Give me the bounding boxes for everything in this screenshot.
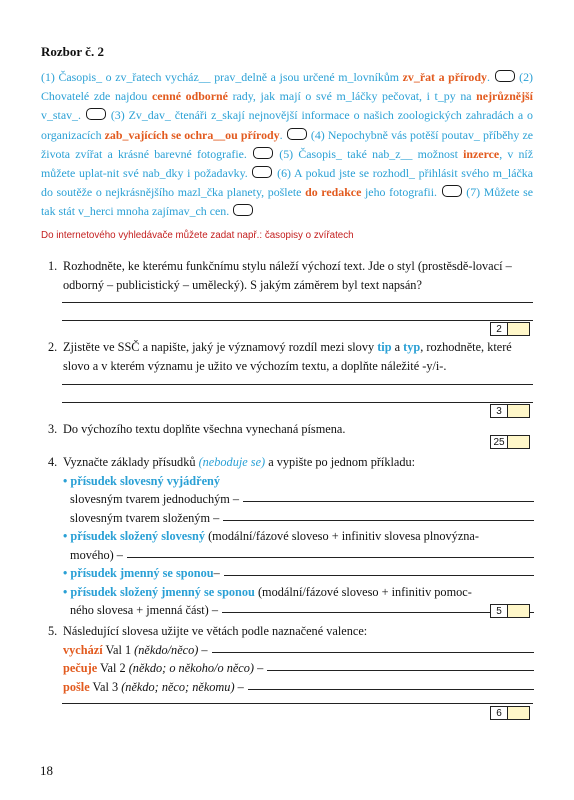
text: Val 2 [97,661,129,675]
task-2 [48,338,534,375]
task-number: 4. [48,455,58,469]
answer-line[interactable] [62,703,533,704]
text: jeho fotografii. [361,185,441,200]
bullet-icon: • [63,529,68,543]
answer-line[interactable] [62,302,533,303]
list-item [63,527,534,546]
valence: (někdo; o někoho/o něco) [128,661,255,675]
note: (neboduje se) [198,455,266,469]
highlight: zab_vajících se ochra__ou přírody [104,127,280,142]
list-item [63,472,534,491]
task-text: Rozhodněte, ke kterému funkčnímu stylu náleží výchozí text. Jde o styl (prostěsdě-lovací – odborný – publicistický – umělecký). S jakým záměrem byl text napsán? [63,259,512,292]
text: Vyznačte základy přísudků [63,455,199,469]
valence: (někdo/něco) [134,642,199,657]
text: – [213,566,220,580]
list-item [70,490,534,509]
list-item [63,641,534,660]
task-text: Do výchozího textu doplňte všechna vynechaná písmena. [63,422,346,436]
task-1 [48,257,534,294]
task-number: 1. [48,259,58,273]
text: slovesným tvarem jednoduchým – [70,492,240,506]
task-4 [48,453,534,620]
answer-line[interactable] [62,384,533,385]
points-field[interactable] [508,435,530,449]
answer-oval-6[interactable] [442,185,462,197]
list-item [63,678,534,697]
answer-line[interactable] [222,601,534,613]
verb: pečuje [63,661,98,675]
item-label: přísudek složený slovesný [70,529,205,543]
points-field[interactable] [508,604,530,618]
text: a vypište po jednom příkladu: [265,455,416,469]
answer-oval-1[interactable] [495,70,515,82]
max-points: 5 [490,604,508,618]
answer-oval-5[interactable] [252,166,272,178]
text: v_stav_. [41,108,85,123]
item-label: přísudek slovesný vyjádřený [70,473,221,488]
text: Zjistěte ve SSČ a napište, jaký je významový rozdíl mezi slovy [63,340,378,354]
highlight: do redakce [305,185,362,200]
score-box [490,604,530,618]
max-points: 6 [490,706,508,720]
list-item [70,601,534,620]
text: , rozhodněte, které slovo a v kterém významu je užito ve výchozím textu, a doplňte náležité -y/i-. [63,340,512,373]
highlight: inzerce [463,146,500,161]
list-item [63,659,534,678]
text: , v níž můžete uplat-nit své nab_dky i požadavky. [41,146,534,181]
max-points: 2 [490,322,508,336]
answer-line[interactable] [267,659,534,671]
text: (modální/fázové sloveso + infinitiv pomoc- [254,584,472,599]
text: – [198,642,208,657]
list-item [70,509,534,528]
verb: vychází [63,642,103,657]
sentence-2: (2) Chovatelé zde najdou [41,70,534,104]
answer-oval-3[interactable] [287,128,307,140]
text: a [391,340,404,354]
highlight: zv_řat a přírody [402,70,487,84]
answer-line[interactable] [127,546,534,558]
text: mového) – [70,547,123,562]
answer-oval-7[interactable] [233,204,253,216]
answer-line[interactable] [62,320,533,321]
bullet-icon: • [63,584,68,599]
punct: . [279,127,286,142]
text: – [254,661,264,675]
search-tip: Do internetového vyhledávače můžete zadat např.: časopisy o zvířatech [41,230,354,241]
sentence-7: (7) Můžete se tak stát v_herci mnoha zajímav_ch cen. [41,185,533,219]
page-number: 18 [40,763,53,778]
points-field[interactable] [508,706,530,720]
task-text: Následující slovesa užijte ve větách podle naznačené valence: [63,624,368,638]
bullet-icon: • [63,473,68,488]
keyword: tip [377,340,392,354]
sentence-3: (3) Zv_dav_ čtenáři z_skají nejnovější informace o našich zoologických zahradách a o organizacích [41,108,533,142]
punct: . [486,70,494,84]
answer-line[interactable] [248,678,534,690]
highlight: cenné odborné [151,89,228,104]
text: ného slovesa + jmenná část) – [70,603,218,617]
task-5 [48,622,534,696]
answer-line[interactable] [224,564,534,576]
task-3 [48,420,534,439]
item-label: přísudek jmenný se sponou [70,566,214,580]
sentence-4: (4) Nepochybně vás potěší poutav_ příběhy ze života zvířat a krásné barevné fotografie. [41,127,534,161]
score-box [490,706,530,720]
max-points: 25 [490,435,508,449]
text: slovesným tvarem složeným – [70,510,220,525]
source-text [41,68,533,222]
task-number: 5. [48,624,58,638]
task-text [63,453,534,472]
task-text [63,338,534,375]
answer-line[interactable] [212,641,534,653]
answer-line[interactable] [223,509,534,521]
text: Val 1 [102,642,135,657]
sentence-6: (6) A pokud jste se rozhodl_ přihlásit svého m_láčka do soutěže o nejkrásnějšího mazl_čka planety, pošlete [41,166,533,200]
task-number: 3. [48,422,58,436]
text: Val 3 [89,679,122,694]
answer-line[interactable] [243,490,534,502]
sentence-5: (5) Časopis_ také nab_z__ možnost [274,146,464,161]
points-field[interactable] [508,322,530,336]
task-number: 2. [48,340,58,354]
list-item [63,564,534,583]
bullet-icon: • [63,566,68,580]
highlight: nejrůznější [476,89,533,104]
text: rady, jak mají o své m_láčky pečovat, i t_py na [227,89,477,104]
text: (modální/fázové sloveso + infinitiv slovesa plnovýzna- [205,529,479,543]
item-label: přísudek složený jmenný se sponou [70,584,255,599]
verb: pošle [63,679,90,694]
valence: (někdo; něco; někomu) [121,679,235,694]
answer-oval-4[interactable] [253,147,273,159]
list-item [70,546,534,565]
score-box [490,404,530,418]
points-field[interactable] [508,404,530,418]
section-heading: Rozbor č. 2 [41,44,104,59]
score-box [490,435,530,449]
sentence-1: (1) Časopis_ o zv_řatech vycház__ prav_delně a jsou určené m_lovníkům [41,70,403,84]
answer-line[interactable] [62,402,533,403]
text: – [234,679,244,694]
max-points: 3 [490,404,508,418]
score-box [490,322,530,336]
keyword: typ [403,340,421,354]
answer-oval-2[interactable] [86,108,106,120]
list-item [63,583,534,602]
